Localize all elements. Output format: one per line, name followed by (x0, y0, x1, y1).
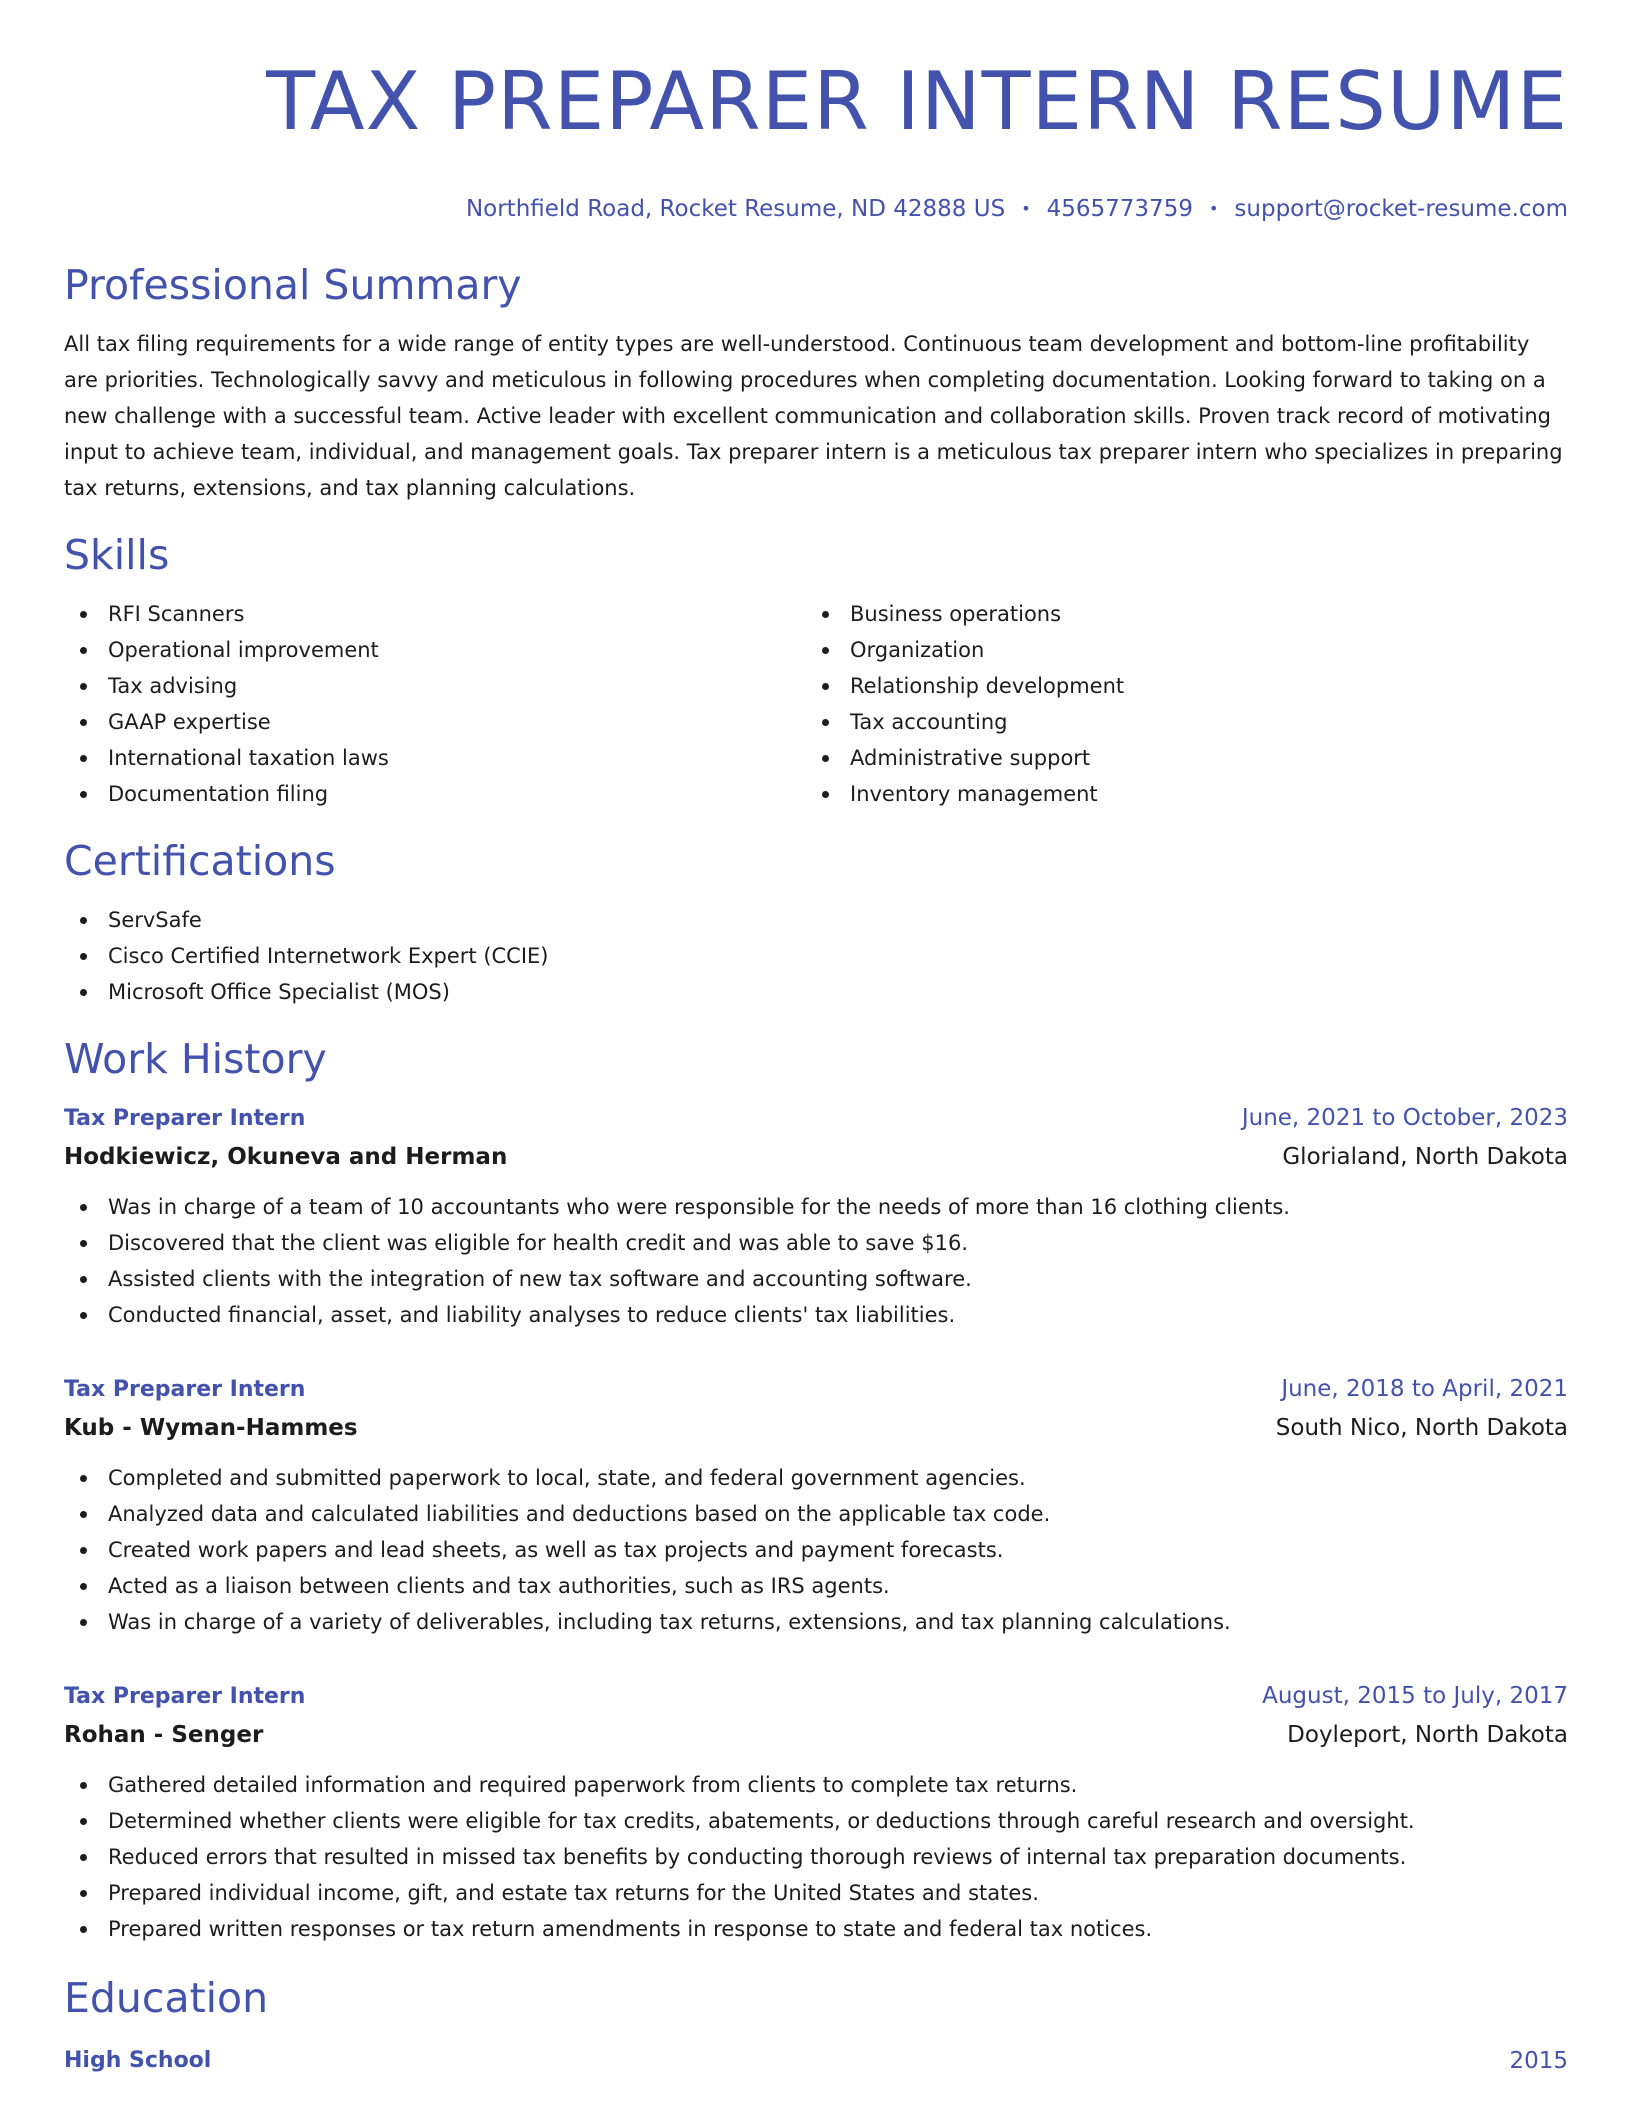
skill-item: GAAP expertise (64, 704, 806, 740)
job-company: Rohan - Senger (64, 1722, 264, 1748)
job-title: Tax Preparer Intern (64, 1684, 306, 1709)
job-bullet: Acted as a liaison between clients and tax authorities, such as IRS agents. (64, 1568, 1568, 1604)
job-title: Tax Preparer Intern (64, 1377, 306, 1402)
skill-item: Operational improvement (64, 632, 806, 668)
job-company-row (64, 1408, 1568, 1448)
skills-grid (64, 596, 1568, 812)
job-location: Doyleport, North Dakota (1287, 1722, 1568, 1748)
certification-item: Microsoft Office Specialist (MOS) (64, 974, 1568, 1010)
contact-separator: • (1021, 199, 1031, 218)
education-heading: Education (64, 1974, 269, 2022)
job-bullet: Prepared individual income, gift, and estate tax returns for the United States and states. (64, 1875, 1568, 1911)
summary-text: All tax filing requirements for a wide range of entity types are well-understood. Continuous team development and bottom-line profitability are priorities. Technologically savvy and meticulous in following procedures when completing documentation. Looking forward to taking on a new challenge with a successful team. Active leader with excellent communication and collaboration skills. Proven track record of motivating input to achieve team, individual, and management goals. Tax preparer intern is a meticulous tax preparer intern who specializes in preparing tax returns, extensions, and tax planning calculations. (64, 332, 1563, 500)
summary-heading: Professional Summary (64, 261, 522, 309)
job-location: Glorialand, North Dakota (1282, 1144, 1568, 1170)
job-bullet: Prepared written responses or tax return amendments in response to state and federal tax notices. (64, 1911, 1568, 1947)
job-header-row (64, 1371, 1568, 1408)
job-bullet: Analyzed data and calculated liabilities and deductions based on the applicable tax code. (64, 1496, 1568, 1532)
job-location: South Nico, North Dakota (1275, 1415, 1568, 1441)
job-bullet: Completed and submitted paperwork to local, state, and federal government agencies. (64, 1460, 1568, 1496)
job-header-row (64, 1100, 1568, 1137)
contact-address: Northfield Road, Rocket Resume, ND 42888 US (465, 196, 1006, 222)
job-bullet: Determined whether clients were eligible for tax credits, abatements, or deductions through careful research and oversight. (64, 1803, 1568, 1839)
job-company-row (64, 1715, 1568, 1755)
skill-item: Business operations (806, 596, 1548, 632)
certification-item: ServSafe (64, 902, 1568, 938)
certifications-list (64, 902, 1568, 1010)
job-entry (64, 1678, 1568, 1947)
skill-item: Organization (806, 632, 1548, 668)
work-history-heading: Work History (64, 1035, 327, 1083)
job-company-row (64, 1137, 1568, 1177)
job-entry (64, 1100, 1568, 1333)
job-bullet: Assisted clients with the integration of new tax software and accounting software. (64, 1261, 1568, 1297)
job-dates: June, 2018 to April, 2021 (1281, 1376, 1568, 1402)
job-bullet: Discovered that the client was eligible for health credit and was able to save $16. (64, 1225, 1568, 1261)
certification-item: Cisco Certified Internetwork Expert (CCIE) (64, 938, 1568, 974)
skills-list-right (806, 596, 1548, 812)
job-bullet: Gathered detailed information and required paperwork from clients to complete tax returns. (64, 1767, 1568, 1803)
job-bullet: Was in charge of a variety of deliverables, including tax returns, extensions, and tax planning calculations. (64, 1604, 1568, 1640)
skill-item: International taxation laws (64, 740, 806, 776)
contact-email[interactable]: support@rocket-resume.com (1234, 196, 1568, 222)
skill-item: Tax advising (64, 668, 806, 704)
job-dates: August, 2015 to July, 2017 (1262, 1683, 1568, 1709)
job-bullets (64, 1189, 1568, 1333)
contact-line (64, 194, 1568, 224)
education-year: 2015 (1509, 2048, 1568, 2074)
job-title: Tax Preparer Intern (64, 1106, 306, 1131)
job-bullet: Reduced errors that resulted in missed tax benefits by conducting thorough reviews of internal tax preparation documents. (64, 1839, 1568, 1875)
certifications-heading: Certifications (64, 837, 336, 885)
skill-item: Documentation filing (64, 776, 806, 812)
resume-title: TAX PREPARER INTERN RESUME (266, 55, 1568, 148)
skill-item: Inventory management (806, 776, 1548, 812)
job-entry (64, 1371, 1568, 1640)
job-dates: June, 2021 to October, 2023 (1241, 1105, 1568, 1131)
job-company: Hodkiewicz, Okuneva and Herman (64, 1144, 508, 1170)
education-degree: High School (64, 2048, 212, 2073)
job-bullet: Was in charge of a team of 10 accountants who were responsible for the needs of more than 16 clothing clients. (64, 1189, 1568, 1225)
job-bullet: Created work papers and lead sheets, as well as tax projects and payment forecasts. (64, 1532, 1568, 1568)
skill-item: Administrative support (806, 740, 1548, 776)
job-bullets (64, 1460, 1568, 1640)
skills-heading: Skills (64, 531, 170, 579)
skill-item: RFI Scanners (64, 596, 806, 632)
skill-item: Relationship development (806, 668, 1548, 704)
job-bullets (64, 1767, 1568, 1947)
education-entry (64, 2043, 1568, 2079)
job-bullet: Conducted financial, asset, and liability analyses to reduce clients' tax liabilities. (64, 1297, 1568, 1333)
contact-separator: • (1208, 199, 1219, 218)
skill-item: Tax accounting (806, 704, 1548, 740)
contact-phone: 4565773759 (1046, 196, 1193, 222)
job-company: Kub - Wyman-Hammes (64, 1415, 358, 1441)
job-header-row (64, 1678, 1568, 1715)
skills-list-left (64, 596, 806, 812)
